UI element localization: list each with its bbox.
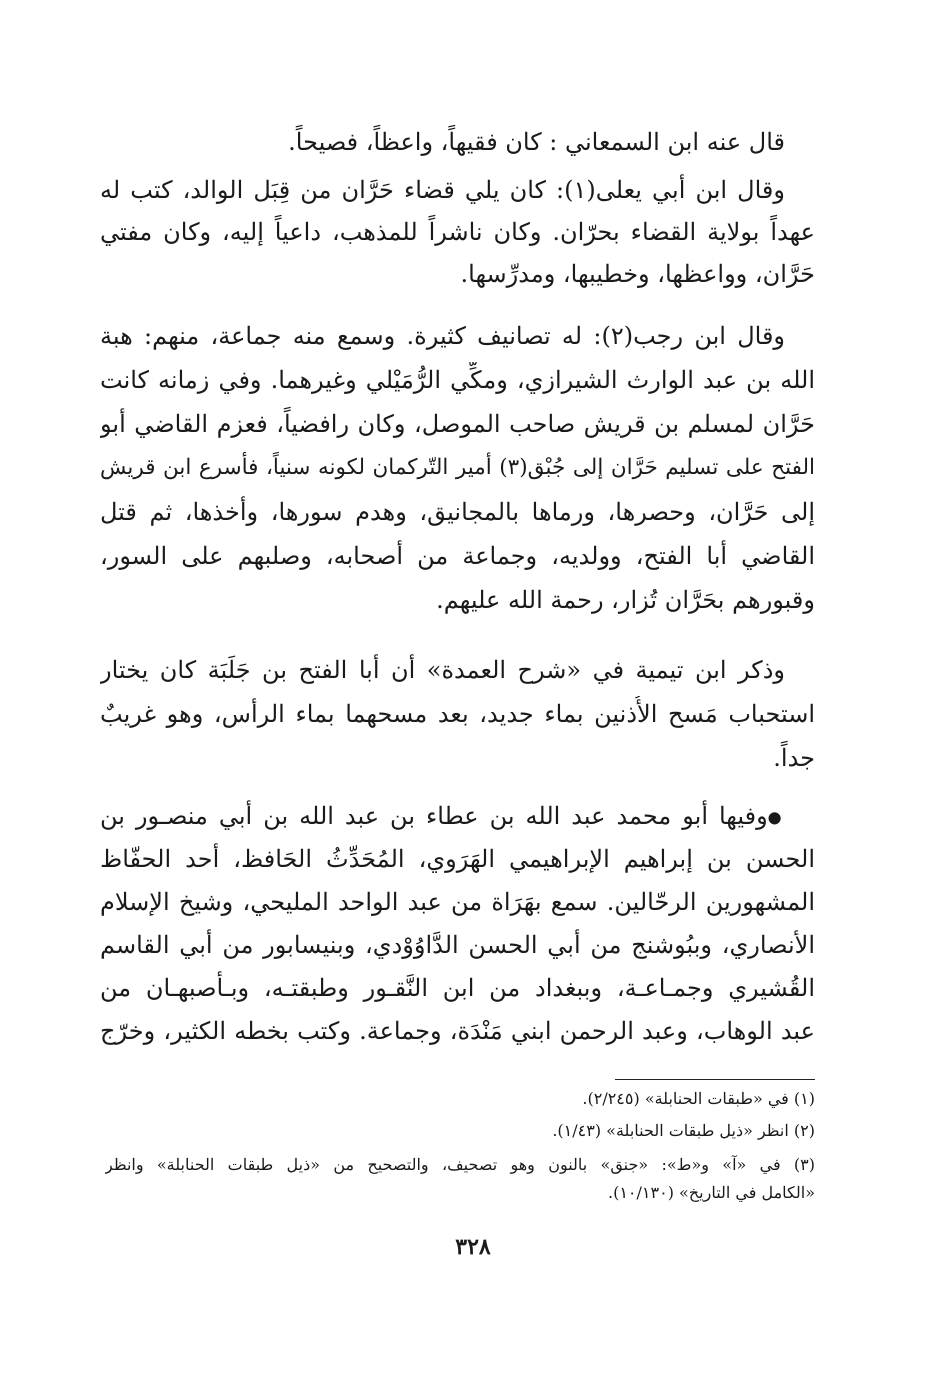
paragraph-ibn-rajab	[100, 318, 815, 618]
text-line: حَرَّان لمسلم بن قريش صاحب الموصل، وكان رافضياً، فعزم القاضي أبو	[100, 410, 815, 438]
text-line: القاضي أبا الفتح، وولديه، وجماعة من أصحابه، وصلبهم على السور،	[100, 542, 815, 570]
text-line: وقبورهم بحَرَّان تُزار، رحمة الله عليهم.	[436, 586, 815, 614]
text-line: الفتح على تسليم حَرَّان إلى جُبْق(٣) أمير التّركمان لكونه سنياً، فأسرع ابن قريش	[100, 455, 815, 480]
text-line: إلى حَرَّان، وحصرها، ورماها بالمجانيق، وهدم سورها، وأخذها، ثم قتل	[100, 498, 815, 526]
text-line: القُشيري وجمـاعـة، وببغداد من ابن النَّقـور وطبقتـه، وبـأصبهـان من	[100, 974, 815, 1002]
paragraph-ibn-abi-yala	[100, 172, 815, 292]
text-line: الأنصاري، وببُوشنج من أبي الحسن الدَّاوُوْدي، وبنيسابور من أبي القاسم	[100, 931, 815, 959]
paragraph-ibn-taymiyya	[100, 652, 815, 776]
footnotes	[105, 1085, 815, 1207]
text-line: استحباب مَسح الأُذنين بماء جديد، بعد مسحهما بماء الرأس، وهو غريبٌ	[100, 700, 815, 728]
paragraph-samani-quote	[100, 124, 815, 160]
text-line: حَرَّان، وواعظها، وخطيبها، ومدرِّسها.	[460, 260, 815, 288]
text-line: قال عنه ابن السمعاني : كان فقيهاً، واعظاً، فصيحاً.	[288, 128, 785, 156]
text-line: الله بن عبد الوارث الشيرازي، ومكِّي الرُّمَيْلي وغيرهما. وفي زمانه كانت	[100, 366, 815, 394]
text-line: عبد الوهاب، وعبد الرحمن ابني مَنْدَة، وجماعة. وكتب بخطه الكثير، وخرّج	[100, 1017, 815, 1045]
bullet-icon: ●	[767, 807, 785, 827]
paragraph-biography-harawi	[100, 798, 815, 1049]
text-line: جداً.	[773, 744, 815, 772]
text-line: وذكر ابن تيمية في «شرح العمدة» أن أبا الفتح بن جَلَبَة كان يختار	[100, 656, 785, 684]
footnote-3-continued: «الكامل في التاريخ» (١٠/١٣٠).	[608, 1183, 815, 1202]
footnote-2: (٢) انظر «ذيل طبقات الحنابلة» (١/٤٣).	[552, 1121, 815, 1140]
text-line: عهداً بولاية القضاء بحرّان. وكان ناشراً للمذهب، داعياً إليه، وكان مفتي	[100, 218, 815, 246]
page-number: ٣٢٨	[455, 1234, 491, 1260]
footnote-3: (٣) في «آ» و«ط»: «جنق» بالنون وهو تصحيف، والتصحيح من «ذيل طبقات الحنابلة» وانظر	[105, 1155, 815, 1174]
text-line: وقال ابن رجب(٢): له تصانيف كثيرة. وسمع منه جماعة، منهم: هبة	[100, 322, 786, 350]
text-line: الحسن بن إبراهيم الإبراهيمي الهَرَوي، المُحَدِّثُ الحَافظ، أحد الحفّاظ	[100, 845, 815, 873]
text-line-content: وفيها أبو محمد عبد الله بن عطاء بن عبد الله بن أبي منصـور بن	[100, 802, 768, 830]
text-line: وقال ابن أبي يعلى(١): كان يلي قضاء حَرَّان من قِبَل الوالد، كتب له	[100, 176, 785, 204]
footnote-1: (١) في «طبقات الحنابلة» (٢/٢٤٥).	[582, 1089, 815, 1108]
footnote-separator	[615, 1079, 815, 1080]
text-line: المشهورين الرحّالين. سمع بهَرَاة من عبد الواحد المليحي، وشيخ الإسلام	[100, 888, 815, 916]
text-line	[100, 798, 815, 834]
